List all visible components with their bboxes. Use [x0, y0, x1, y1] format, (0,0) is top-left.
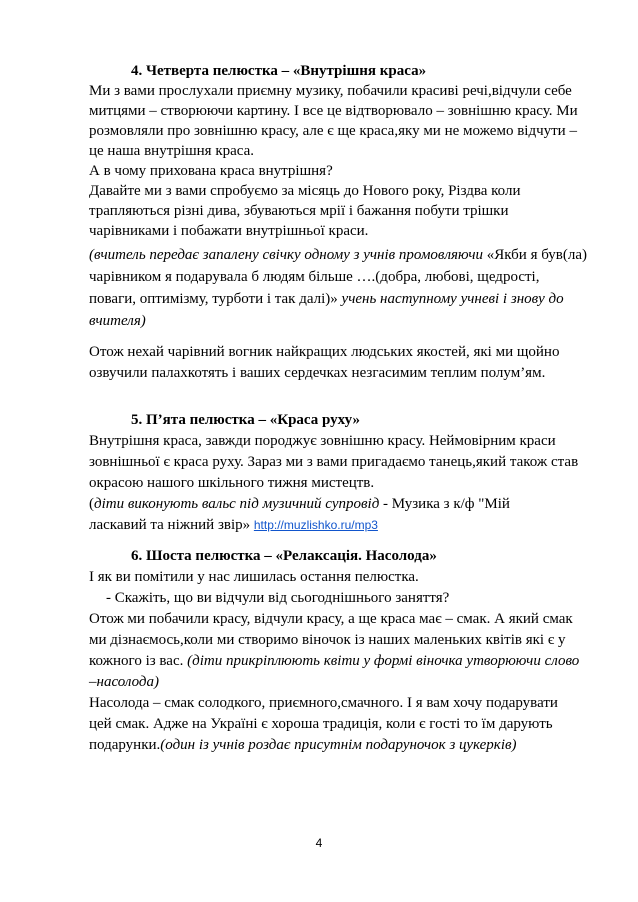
closing-line: Отож нехай чарівний вогник найкращих людських якостей, які ми щойно [89, 344, 560, 360]
section-6-paragraph-line [89, 735, 517, 755]
section-4-paragraph-line: Ми з вами прослухали приємну музику, побачили красиві речі,відчули себе [89, 83, 572, 99]
paragraph-text: кожного із вас. [89, 653, 188, 669]
spoken-text: поваги, оптимізму, турботи і так далі)» [89, 291, 342, 307]
stage-direction-text: (діти прикріплюють квіти у формі віночка утворюючи слово [187, 653, 580, 669]
music-note-line [89, 494, 510, 514]
paren-open: ( [89, 496, 94, 512]
section-6-paragraph-line: Отож ми побачили красу, відчули красу, а ще краса має – смак. А який смак [89, 611, 573, 627]
section-4-heading: 4. Четверта пелюстка – «Внутрішня краса» [131, 63, 427, 79]
section-5-paragraph-line: зовнішньої є краса руху. Зараз ми з вами пригадаємо танець,який також став [89, 454, 579, 470]
stage-direction-text: діти виконують вальс під музичний супровід [94, 496, 380, 512]
spoken-line: чарівником я подарувала б людям більше ….(добра, любові, щедрості, [89, 269, 540, 285]
section-5-paragraph-line: Внутрішня краса, завжди породжує зовнішню красу. Неймовірним краси [89, 433, 556, 449]
stage-direction-text: (вчитель передає запалену свічку одному з учнів промовляючи [89, 247, 487, 263]
section-4-paragraph-line: розмовляли про зовнішню красу, але є ще краса,яку ми не можемо відчути – [89, 123, 577, 139]
section-5-paragraph-line: окрасою нашого шкільного тижня мистецтв. [89, 475, 375, 491]
stage-direction-text: (один із учнів роздає присутнім подаруночок з цукерків) [160, 737, 517, 753]
stage-direction-line [89, 289, 564, 309]
dialogue-item: - Скажіть, що ви відчули від сьогоднішнього заняття? [106, 590, 450, 606]
section-4-paragraph-line: чарівниками і побажати внутрішньої краси. [89, 223, 369, 239]
stage-direction-text: вчителя) [89, 313, 146, 329]
section-5-heading: 5. П’ята пелюстка – «Краса руху» [131, 412, 360, 428]
stage-direction-text: учень наступному учневі і знову до [341, 291, 564, 307]
stage-direction-text: –насолода) [89, 674, 159, 690]
music-caption: - Музика з к/ф "Мій [379, 496, 510, 512]
section-6-paragraph-line: І як ви помітили у нас лишилась остання пелюстка. [89, 569, 419, 585]
section-6-paragraph-line [89, 651, 579, 671]
section-4-paragraph-line: це наша внутрішня краса. [89, 143, 255, 159]
music-caption: ласкавий та ніжний звір» [89, 517, 254, 533]
paragraph-text: подарунки. [89, 737, 161, 753]
page-number: 4 [315, 836, 323, 850]
spoken-text: «Якби я був(ла) [486, 247, 588, 263]
closing-line: озвучили палахкотять і ваших сердечках незгасимим теплим полум’ям. [89, 365, 546, 381]
section-6-paragraph-line: ми дізнаємось,коли ми створимо віночок із наших маленьких квітів які є у [89, 632, 566, 648]
section-4-paragraph-line: митцями – створюючи картину. І все це відтворювало – зовнішню красу. Ми [89, 103, 578, 119]
stage-direction-line [89, 245, 587, 265]
section-4-paragraph-line: трапляються різні дива, збуваються мрії і бажання побути трішки [89, 203, 509, 219]
section-6-paragraph-line: Насолода – смак солодкого, приємного,смачного. І я вам хочу подарувати [89, 695, 558, 711]
section-6-heading: 6. Шоста пелюстка – «Релаксація. Насолода» [131, 548, 437, 564]
section-6-paragraph-line: цей смак. Адже на Україні є хороша традиція, коли є гості то їм дарують [89, 716, 553, 732]
music-note-line [89, 515, 378, 535]
section-4-paragraph-line: Давайте ми з вами спробуємо за місяць до Нового року, Різдва коли [89, 183, 521, 199]
music-link[interactable]: http://muzlishko.ru/mp3 [253, 518, 378, 532]
section-4-question: А в чому прихована краса внутрішня? [89, 163, 333, 179]
